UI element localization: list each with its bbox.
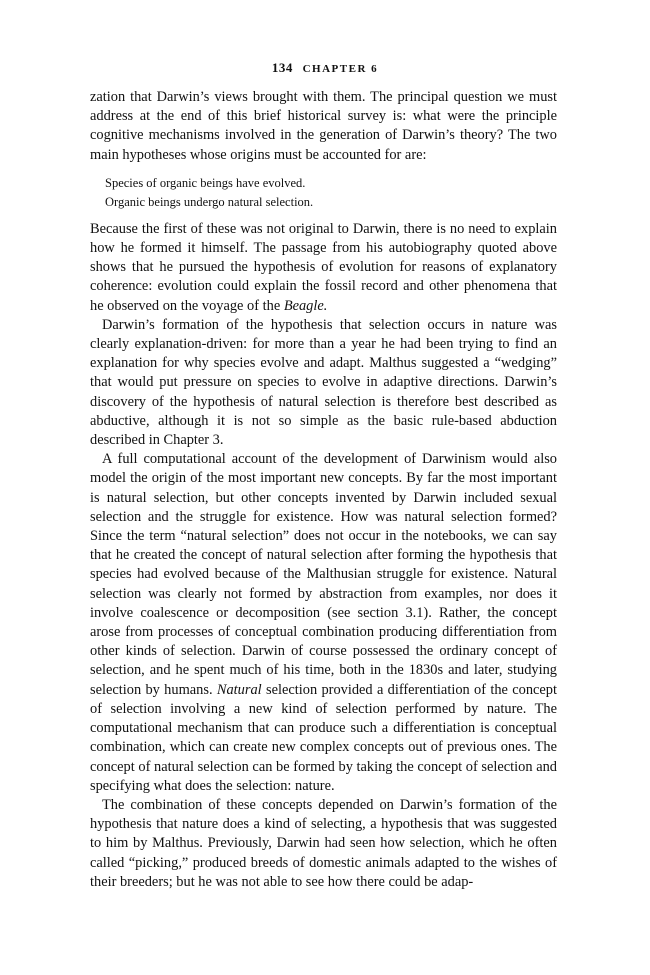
paragraph-4-emphasis: Natural <box>216 681 262 698</box>
paragraph-1: zation that Darwin’s views brought with them. The principal question we must address at the end of this brief historical survey is: what were the principle cognitive mechanisms involved in the generation of Darwin’s theory? The two main hypotheses whose origins must be accounted for are: <box>90 89 557 163</box>
chapter-label: CHAPTER 6 <box>302 63 379 75</box>
hypothesis-1: Species of organic beings have evolved. <box>105 175 306 190</box>
paragraph-2 <box>90 220 557 316</box>
paragraph-5: The combination of these concepts depended on Darwin’s formation of the hypothesis that nature does a kind of selecting, a hypothesis that was suggested to him by Malthus. Previously, Darwin had seen how selection, which he often called “picking,” produced breeds of domestic animals adapted to the wishes of their breeders; but he was not able to see how there could be adap- <box>90 796 557 890</box>
body-text <box>90 88 557 892</box>
running-head <box>0 60 650 76</box>
paragraph-3: Darwin’s formation of the hypothesis that selection occurs in nature was clearly explanation-driven: for more than a year he had been trying to find an explanation for why species evolve and adapt. Malthus suggested a “wedging” that would put pressure on species to evolve in adaptive directions. Darwin’s discovery of the hypothesis of natural selection is therefore best described as abductive, although it is not so simple as the basic rule-based abduction described in Chapter 3. <box>90 316 557 449</box>
ship-name: Beagle. <box>283 297 328 314</box>
paragraph-4 <box>90 450 557 796</box>
page-number: 134 <box>271 60 293 75</box>
paragraph-4-text-b: selection provided a differentiation of the concept of selection involving a new kind of selection performed by nature. The computational mechanism that can produce such a differentiation is conceptual combination, which can create new complex concepts out of previous ones. The concept of natural selection can be formed by taking the concept of selection and specifying what does the selection: nature. <box>90 681 557 794</box>
paragraph-2-text: Because the first of these was not original to Darwin, there is no need to explain how he formed it himself. The passage from his autobiography quoted above shows that he pursued the hypothesis of evolution for reasons of explanatory coherence: evolution could explain the fossil record and other phenomena that he observed on the voyage of the <box>90 220 557 314</box>
hypothesis-2: Organic beings undergo natural selection. <box>105 194 314 209</box>
paragraph-4-text-a: A full computational account of the development of Darwinism would also model the origin of the most important new concepts. By far the most important is natural selection, but other concepts invented by Darwin included sexual selection and the struggle for existence. How was natural selection formed? Since the term “natural selection” does not occur in the notebooks, we can say that he created the concept of natural selection after forming the hypothesis that species had evolved because of the Malthusian struggle for existence. Natural selection was clearly not formed by abstraction from examples, nor does it involve coalescence or decomposition (see section 3.1). Rather, the concept arose from processes of conceptual combination producing differentiation from other kinds of selection. Darwin of course possessed the ordinary concept of selection, and he spent much of his time, both in the 1830s and later, studying selection by humans. <box>90 451 557 698</box>
hypotheses-list <box>105 174 557 212</box>
